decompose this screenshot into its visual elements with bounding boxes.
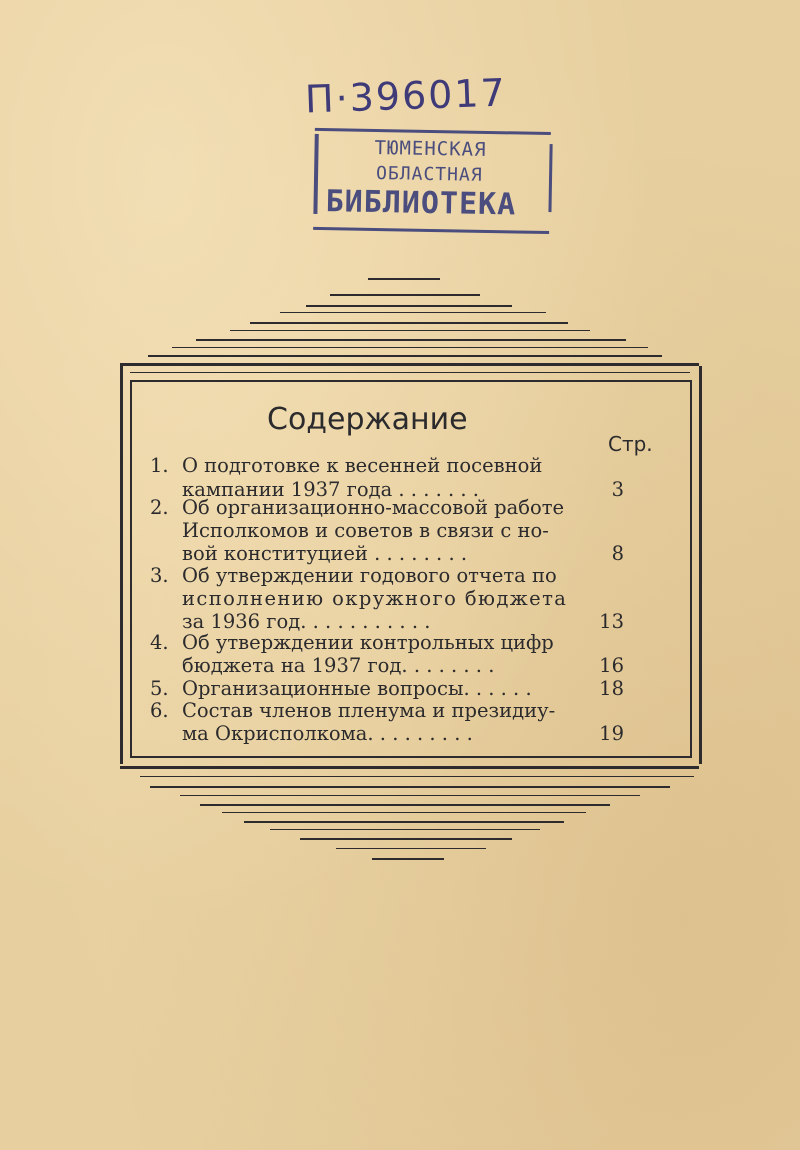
toc-title: Содержание xyxy=(267,402,468,437)
toc-item-3-number: 3. xyxy=(150,564,169,587)
toc-item-5-line-1: Организационные вопросы. . . . . . xyxy=(182,677,532,700)
toc-item-2-page: 8 xyxy=(611,542,624,565)
toc-item-6-page: 19 xyxy=(599,722,624,745)
toc-item-5-number: 5. xyxy=(150,677,169,700)
toc-item-3-line-2: исполнению окружного бюджета xyxy=(182,587,568,610)
toc-item-6-line-2: ма Окрисполкома. . . . . . . . . xyxy=(182,722,473,745)
stamp-line-2: ОБЛАСТНАЯ xyxy=(375,163,483,186)
toc-item-2-line-1: Об организационно-массовой работе xyxy=(182,496,565,519)
library-call-number: П·396017 xyxy=(304,70,508,122)
toc-page-header: Стр. xyxy=(608,432,653,456)
toc-item-5-page: 18 xyxy=(599,677,624,700)
toc-item-4-line-1: Об утверждении контрольных цифр xyxy=(182,631,554,654)
toc-item-2-line-2: Исполкомов и советов в связи с но- xyxy=(182,519,549,542)
toc-item-1-line-2: кампании 1937 года . . . . . . . xyxy=(182,478,479,501)
stamp-line-1: ТЮМЕНСКАЯ xyxy=(374,136,487,161)
stamp-line-3: БИБЛИОТЕКА xyxy=(325,184,517,223)
toc-item-6-number: 6. xyxy=(150,699,169,722)
toc-item-2-line-3: вой конституцией . . . . . . . . xyxy=(182,542,468,565)
toc-item-2-number: 2. xyxy=(150,496,169,519)
toc-item-6-line-1: Состав членов пленума и президиу- xyxy=(182,699,556,722)
toc-item-3-page: 13 xyxy=(599,610,624,633)
toc-item-4-line-2: бюджета на 1937 год. . . . . . . . xyxy=(182,654,495,677)
toc-item-1-number: 1. xyxy=(150,454,169,477)
toc-item-4-page: 16 xyxy=(599,654,624,677)
toc-item-3-line-1: Об утверждении годового отчета по xyxy=(182,564,557,587)
toc-item-1-line-1: О подготовке к весенней посевной xyxy=(182,454,543,477)
toc-item-4-number: 4. xyxy=(150,631,169,654)
toc-item-1-page: 3 xyxy=(611,478,624,501)
toc-item-3-line-3: за 1936 год. . . . . . . . . . . xyxy=(182,610,431,633)
